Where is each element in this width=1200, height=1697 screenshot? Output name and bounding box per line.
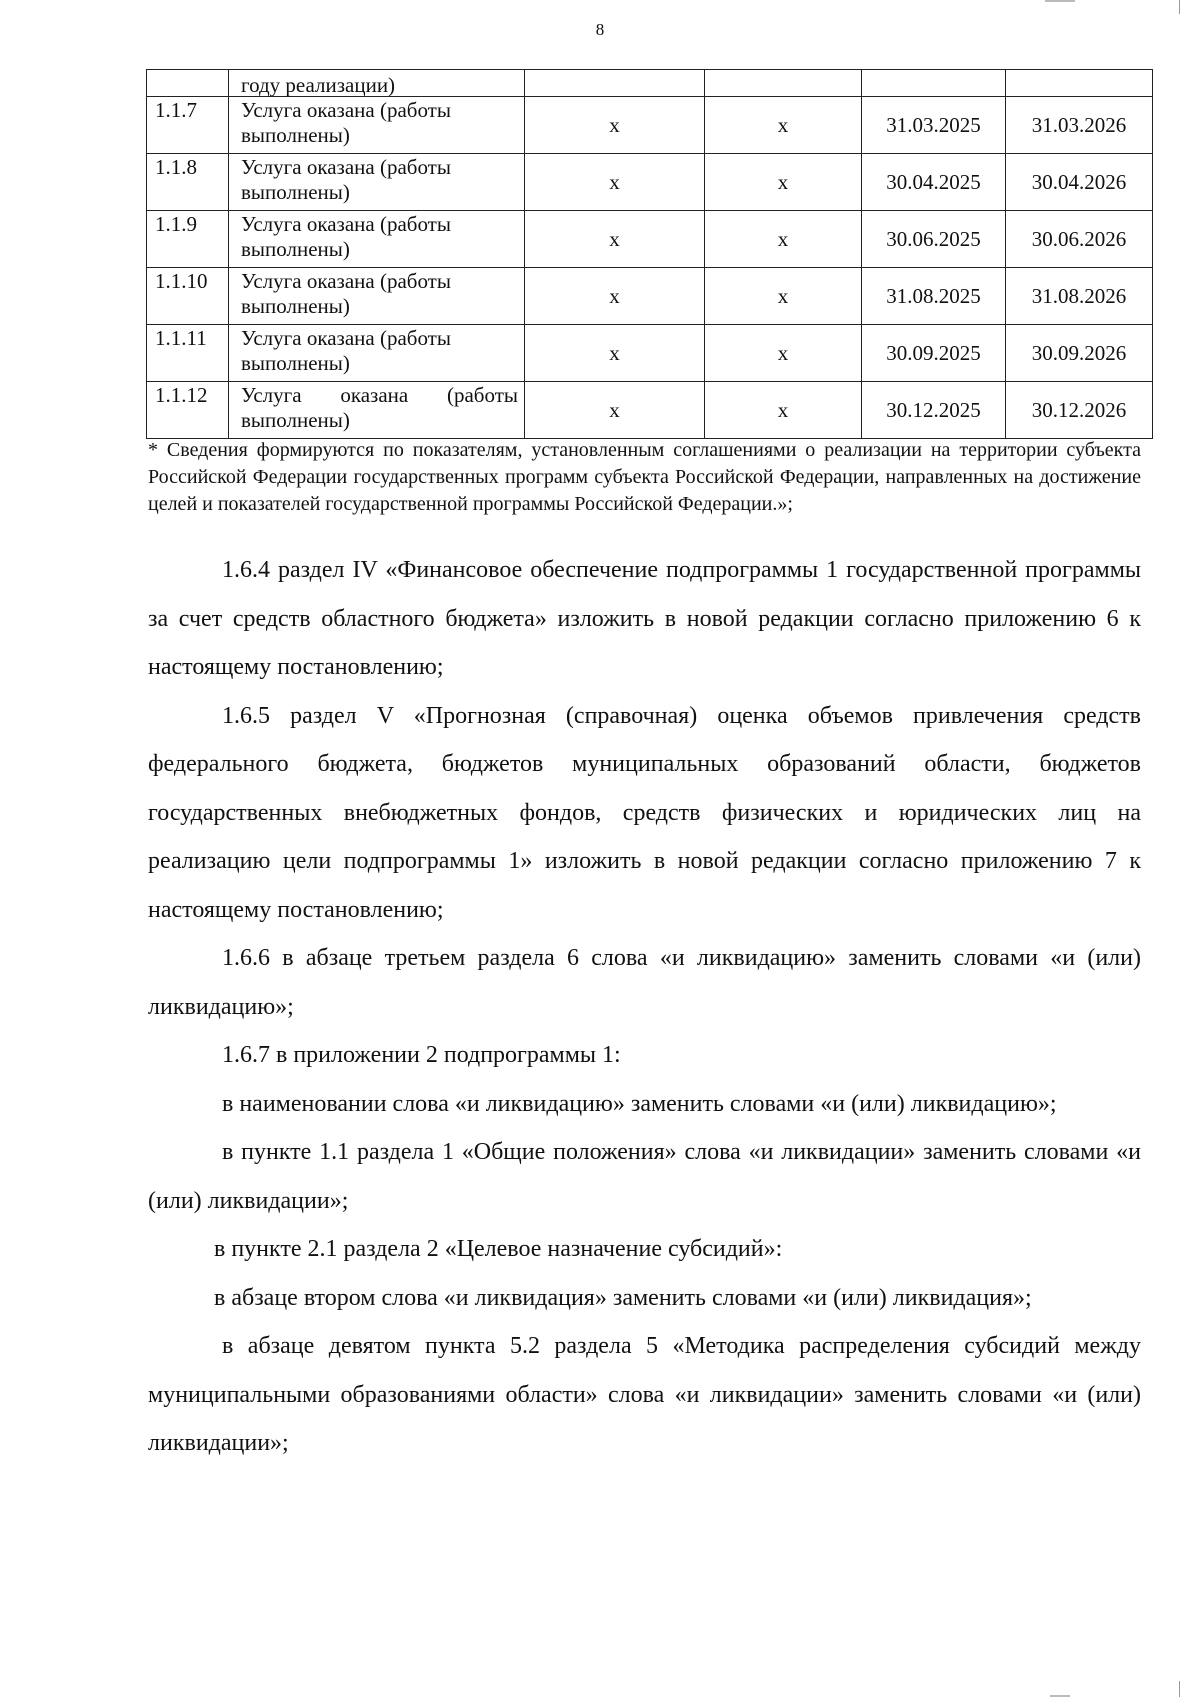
- name-line: выполнены): [241, 180, 350, 204]
- table-cell-date: 30.12.2026: [1006, 382, 1153, 439]
- table-cell-mark: х: [525, 97, 705, 154]
- scan-mark-top: [1045, 0, 1075, 2]
- table-cell-date: 30.12.2025: [862, 382, 1006, 439]
- table-cell-date: 30.06.2025: [862, 211, 1006, 268]
- table-footnote: * Сведения формируются по показателям, установленным соглашениями о реализации на территории субъекта Российской Федерации государственных программ субъекта Российской Федерации, направленных на достижение целей и показателей государственной программы Российской Федерации.»;: [148, 439, 1141, 515]
- paragraph-1-6-6: 1.6.6 в абзаце третьем раздела 6 слова «и ликвидацию» заменить словами «и (или) ликвидацию»;: [148, 945, 1141, 1020]
- document-body: [148, 546, 1141, 1468]
- paragraph-punkt-5-2: в абзаце девятом пункта 5.2 раздела 5 «Методика распределения субсидий между муниципальными образованиями области» слова «и ликвидации» заменить словами «и (или) ликвидации»;: [148, 1333, 1141, 1456]
- table-cell-date: 30.09.2026: [1006, 325, 1153, 382]
- table-cell-name: году реализации): [229, 70, 525, 97]
- table-cell-mark: х: [525, 211, 705, 268]
- table-cell-mark: х: [525, 154, 705, 211]
- table-cell-name: [229, 268, 525, 325]
- name-line: Услуга оказана (работы: [241, 98, 451, 122]
- table-row: [147, 325, 1153, 382]
- name-line: выполнены): [241, 123, 350, 147]
- table-cell-date: 30.09.2025: [862, 325, 1006, 382]
- table-row: [147, 268, 1153, 325]
- paragraph-punkt-1-1: в пункте 1.1 раздела 1 «Общие положения» слова «и ликвидации» заменить словами «и (или) ликвидации»;: [148, 1139, 1141, 1214]
- table-cell-name: [229, 325, 525, 382]
- paragraph-1-6-7: 1.6.7 в приложении 2 подпрограммы 1:: [222, 1042, 621, 1068]
- table-cell: [705, 70, 862, 97]
- table-cell-name: [229, 154, 525, 211]
- table-row: [147, 211, 1153, 268]
- page-number: 8: [595, 20, 605, 39]
- table-cell-date: 31.08.2026: [1006, 268, 1153, 325]
- name-line: выполнены): [241, 294, 350, 318]
- table-cell-num: 1.1.8: [147, 154, 229, 211]
- table-cell-date: 30.04.2026: [1006, 154, 1153, 211]
- table-cell-date: 31.03.2026: [1006, 97, 1153, 154]
- table-cell-mark: х: [705, 211, 862, 268]
- table-cell-date: 31.08.2025: [862, 268, 1006, 325]
- table-cell: [525, 70, 705, 97]
- table-cell-date: 30.06.2026: [1006, 211, 1153, 268]
- table-cell-num: [147, 70, 229, 97]
- table-cell-mark: х: [525, 268, 705, 325]
- table-cell-mark: х: [525, 325, 705, 382]
- table-cell-mark: х: [525, 382, 705, 439]
- name-line: выполнены): [241, 351, 350, 375]
- table-cell: [862, 70, 1006, 97]
- scan-mark-bottom-right: [1179, 1681, 1180, 1697]
- table-cell-name: [229, 211, 525, 268]
- table-cell-mark: х: [705, 154, 862, 211]
- table-cell-date: 30.04.2025: [862, 154, 1006, 211]
- table-cell-name: [229, 382, 525, 439]
- table-cell-num: 1.1.9: [147, 211, 229, 268]
- table-cell-mark: х: [705, 382, 862, 439]
- table-cell-num: 1.1.7: [147, 97, 229, 154]
- paragraph-1-6-4: 1.6.4 раздел IV «Финансовое обеспечение подпрограммы 1 государственной программы за счет средств областного бюджета» изложить в новой редакции согласно приложению 6 к настоящему постановлению;: [148, 557, 1141, 680]
- name-line: Услуга оказана (работы: [241, 383, 518, 407]
- table-cell-mark: х: [705, 268, 862, 325]
- paragraph-abzac-vtoroy: в абзаце втором слова «и ликвидация» заменить словами «и (или) ликвидация»;: [214, 1284, 1032, 1311]
- name-line: Услуга оказана (работы: [241, 326, 451, 350]
- name-line: выполнены): [241, 408, 350, 432]
- table-cell-num: 1.1.10: [147, 268, 229, 325]
- table-cell-num: 1.1.12: [147, 382, 229, 439]
- name-line: Услуга оказана (работы: [241, 269, 451, 293]
- table-row: [147, 382, 1153, 439]
- scan-mark-top-right: [1179, 0, 1180, 14]
- table-cell-name: [229, 97, 525, 154]
- table-row: [147, 70, 1153, 97]
- table-row: [147, 97, 1153, 154]
- paragraph-punkt-2-1: в пункте 2.1 раздела 2 «Целевое назначение субсидий»:: [214, 1236, 783, 1262]
- table-cell-num: 1.1.11: [147, 325, 229, 382]
- table-cell-mark: х: [705, 97, 862, 154]
- table-cell: [1006, 70, 1153, 97]
- name-line: Услуга оказана (работы: [241, 212, 451, 236]
- name-line: Услуга оказана (работы: [241, 155, 451, 179]
- paragraph-naimenovanie: в наименовании слова «и ликвидацию» заменить словами «и (или) ликвидацию»;: [222, 1090, 1057, 1117]
- indicator-table: [146, 69, 1153, 439]
- table-cell-date: 31.03.2025: [862, 97, 1006, 154]
- paragraph-1-6-5: 1.6.5 раздел V «Прогнозная (справочная) оценка объемов привлечения средств федерального бюджета, бюджетов муниципальных образований области, бюджетов государственных внебюджетных фондов, средств физических и юридических лиц на реализацию цели подпрограммы 1» изложить в новой редакции согласно приложению 7 к настоящему постановлению;: [148, 702, 1141, 923]
- table-row: [147, 154, 1153, 211]
- name-line: выполнены): [241, 237, 350, 261]
- table-cell-mark: х: [705, 325, 862, 382]
